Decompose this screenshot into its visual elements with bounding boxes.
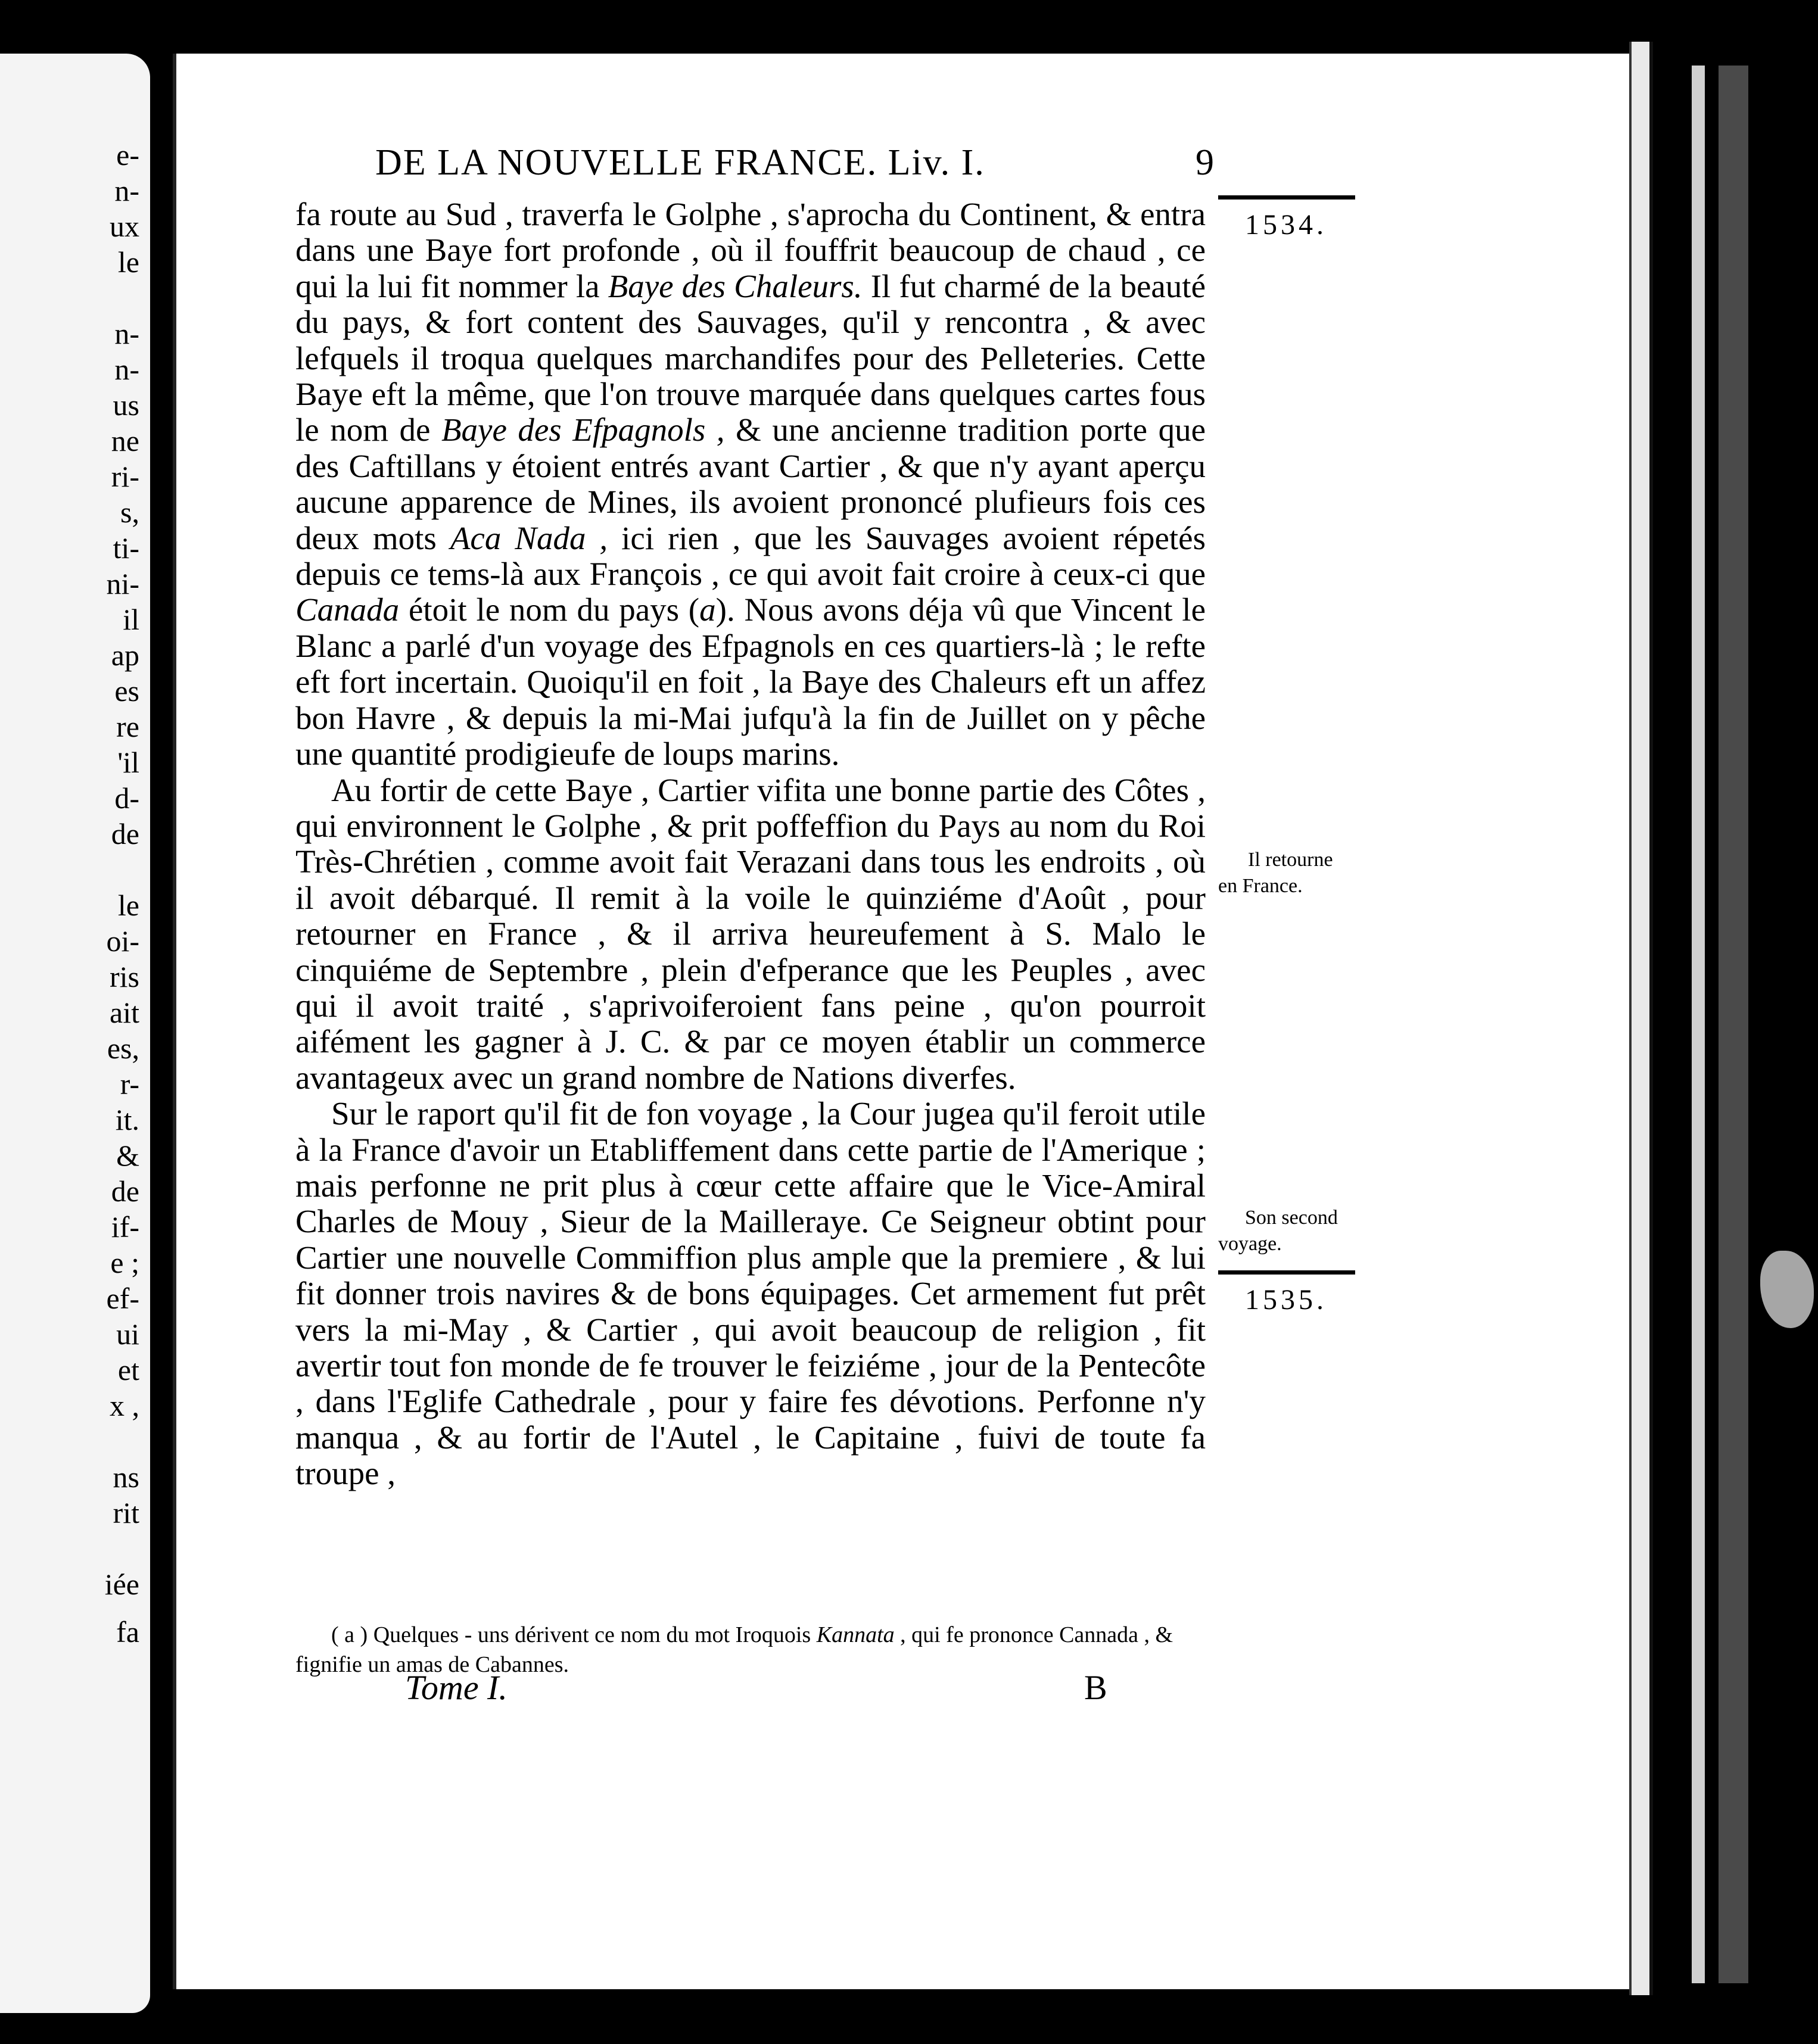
left-page-line-fragment: et: [117, 1353, 139, 1386]
book-gutter: [150, 0, 173, 2044]
left-page-line-fragment: de: [111, 817, 139, 850]
left-page-line-fragment: ris: [110, 960, 139, 993]
left-page-line-fragment: it.: [115, 1103, 139, 1136]
paragraph-3: Sur le raport qu'il fit de fon voyage , la Cour jugea qu'il feroit utile à la France d'avoir un Etabliffement dans cette partie de l'Amerique ; mais perfonne ne prit plus à cœur cette affaire que le Vice-Amiral Charles de Mouy , Sieur de la Mailleraye. Ce Seigneur obtint pour Cartier une nouvelle Commiffion plus ample que la premiere , & lui fit donner trois navires & de bons équipages. Cet armement fut prêt vers la mi-May , & Cartier , qui avoit beaucoup de religion , fit avertir tout fon monde de fe trouver le feiziéme , jour de la Pentecôte , dans l'Eglife Cathedrale , pour y faire fes dévotions. Perfonne n'y manqua , & au fortir de l'Autel , le Capitaine , fuivi de toute fa troupe ,: [295, 1095, 1206, 1492]
paragraph-2: Au fortir de cette Baye , Cartier vifita une bonne partie des Côtes , qui environnent le Golphe , & prit poffeffion du Pays au nom du Roi Très-Chrétien , comme avoit fait Verazani dans tous les endroits , où il avoit débarqué. Il remit à la voile le quinziéme d'Août , pour retourner en France , & il arriva heureufement à S. Malo le cinquiéme de Septembre , plein d'efperance que les Peuples , avec qui il avoit traité , s'aprivoiferoient fans peine , qu'on pourroit aifément les gagner à J. C. & par ce moyen établir un commerce avantageux avec un grand nombre de Nations diverfes.: [295, 771, 1206, 1096]
left-page-line-fragment: il: [123, 603, 139, 636]
left-page-line-fragment: n-: [114, 317, 139, 350]
signature-mark: B: [1084, 1668, 1107, 1707]
left-page-line-fragment: ait: [110, 996, 139, 1029]
italic-place-name: Canada: [295, 591, 400, 628]
left-page-line-fragment: e ;: [110, 1246, 139, 1279]
left-page-line-fragment: ux: [110, 210, 139, 243]
paragraph-1: [295, 197, 1206, 772]
margin-note-line: Il retourne: [1248, 849, 1333, 871]
left-page-line-fragment: es,: [107, 1032, 139, 1065]
left-page-line-fragment: re: [116, 710, 139, 743]
left-page-line-fragment: e-: [116, 138, 139, 172]
text-run: ). Nous avons déja vû que Vincent le Blanc a parlé d'un voyage des Efpagnols en ces quartiers-là ; le refte eft fort incertain. Quoiqu'il en foit , la Baye des Chaleurs eft un affez bon Havre , & depuis la mi-Mai jufqu'à la fin de Juillet on y pêche une quantité prodigieufe de loups marins.: [295, 591, 1206, 772]
left-page-line-fragment: if-: [111, 1210, 139, 1244]
margin-note-second-voyage: [1218, 1205, 1338, 1257]
page-edge: [1719, 66, 1748, 1983]
footnote-marker: ( a ): [331, 1622, 368, 1647]
left-page-line-fragment: 'il: [117, 746, 139, 779]
left-page-line-fragment: n-: [114, 174, 139, 207]
margin-note-line: Son second: [1245, 1207, 1338, 1229]
left-page-line-fragment: ap: [111, 638, 139, 672]
left-page-line-fragment: rit: [113, 1496, 139, 1529]
text-run: & une ancienne tradition porte que des Caftillans y étoient entrés avant Cartier , & que n'y ayant aperçu aucune apparence de Mines, ils avoient prononcé plufieurs fois ces deux mots: [295, 412, 1206, 556]
page-edge: [1629, 42, 1653, 1995]
torn-paper-fragment: [1760, 1251, 1814, 1328]
left-page-line-fragment: ti-: [113, 531, 139, 565]
page-number: 9: [1196, 142, 1215, 183]
margin-note-return: [1218, 847, 1333, 899]
left-page-line-fragment: es: [114, 674, 139, 708]
body-text: [295, 197, 1206, 1492]
italic-word: Kannata: [816, 1622, 895, 1647]
margin-rule-bottom: [1218, 1270, 1355, 1275]
left-page-line-fragment: s,: [120, 496, 139, 529]
left-page-line-fragment: n-: [114, 353, 139, 386]
text-run: , qui fe prononce Cannada , & fignifie un amas de Cabannes.: [295, 1622, 1173, 1677]
volume-mark: Tome I.: [405, 1668, 508, 1707]
left-page-fragment: [0, 54, 150, 2013]
text-run: Il fut charmé de la beauté du pays, & fort content des Sauvages, qu'il y rencontra , & avec lefquels il troqua quelques marchandifes pour des Pelleteries. Cette Baye eft la même, que l'on trouve marquée dans quelques cartes fous le nom de: [295, 267, 1206, 448]
left-page-line-fragment: ne: [111, 424, 139, 457]
left-page-line-fragment: d-: [114, 781, 139, 815]
left-page-line-fragment: &: [116, 1139, 139, 1172]
margin-year-1534: 1534.: [1245, 209, 1327, 241]
margin-year-1535: 1535.: [1245, 1284, 1327, 1316]
italic-place-name: Baye des Efpagnols ,: [441, 412, 725, 448]
margin-note-line: en France.: [1218, 875, 1303, 897]
left-page-line-fragment: ui: [116, 1317, 139, 1351]
left-page-line-fragment: de: [111, 1174, 139, 1208]
text-run: ici rien , que les Sauvages avoient répetés depuis ce tems-là aux François , ce qui avoit fait croire à ceux-ci que: [295, 519, 1206, 593]
page-edge: [1692, 66, 1705, 1983]
left-page-line-fragment: iée: [104, 1568, 139, 1601]
left-page-line-fragment: oi-: [106, 924, 139, 958]
running-title: DE LA NOUVELLE FRANCE. Liv. I.: [375, 142, 985, 183]
left-page-line-fragment: x ,: [110, 1389, 139, 1422]
running-header: [375, 142, 1215, 184]
italic-place-name: Baye des Chaleurs.: [608, 267, 863, 304]
margin-rule-top: [1218, 195, 1355, 200]
italic-phrase: Aca Nada ,: [450, 519, 608, 556]
left-page-line-fragment: r-: [120, 1067, 139, 1101]
text-run: Quelques - uns dérivent ce nom du mot Iroquois: [368, 1622, 817, 1647]
footnote-reference: a: [699, 591, 716, 628]
left-page-line-fragment: us: [113, 388, 139, 422]
left-page-line-fragment: ni-: [106, 567, 139, 600]
left-page-line-fragment: fa: [116, 1615, 139, 1649]
text-run: étoit le nom du pays (: [399, 591, 700, 628]
text-run: fa route au Sud , traverfa le Golphe , s'aprocha du Continent, & entra dans une Baye fort profonde , où il fouffrit beaucoup de chaud , ce qui la lui fit nommer la: [295, 196, 1206, 304]
left-page-line-fragment: ns: [113, 1460, 139, 1494]
margin-note-line: voyage.: [1218, 1233, 1282, 1255]
left-page-line-fragment: ef-: [106, 1282, 139, 1315]
left-page-line-fragment: le: [117, 889, 139, 922]
left-page-line-fragment: le: [117, 245, 139, 279]
left-page-line-fragment: ri-: [111, 460, 139, 493]
